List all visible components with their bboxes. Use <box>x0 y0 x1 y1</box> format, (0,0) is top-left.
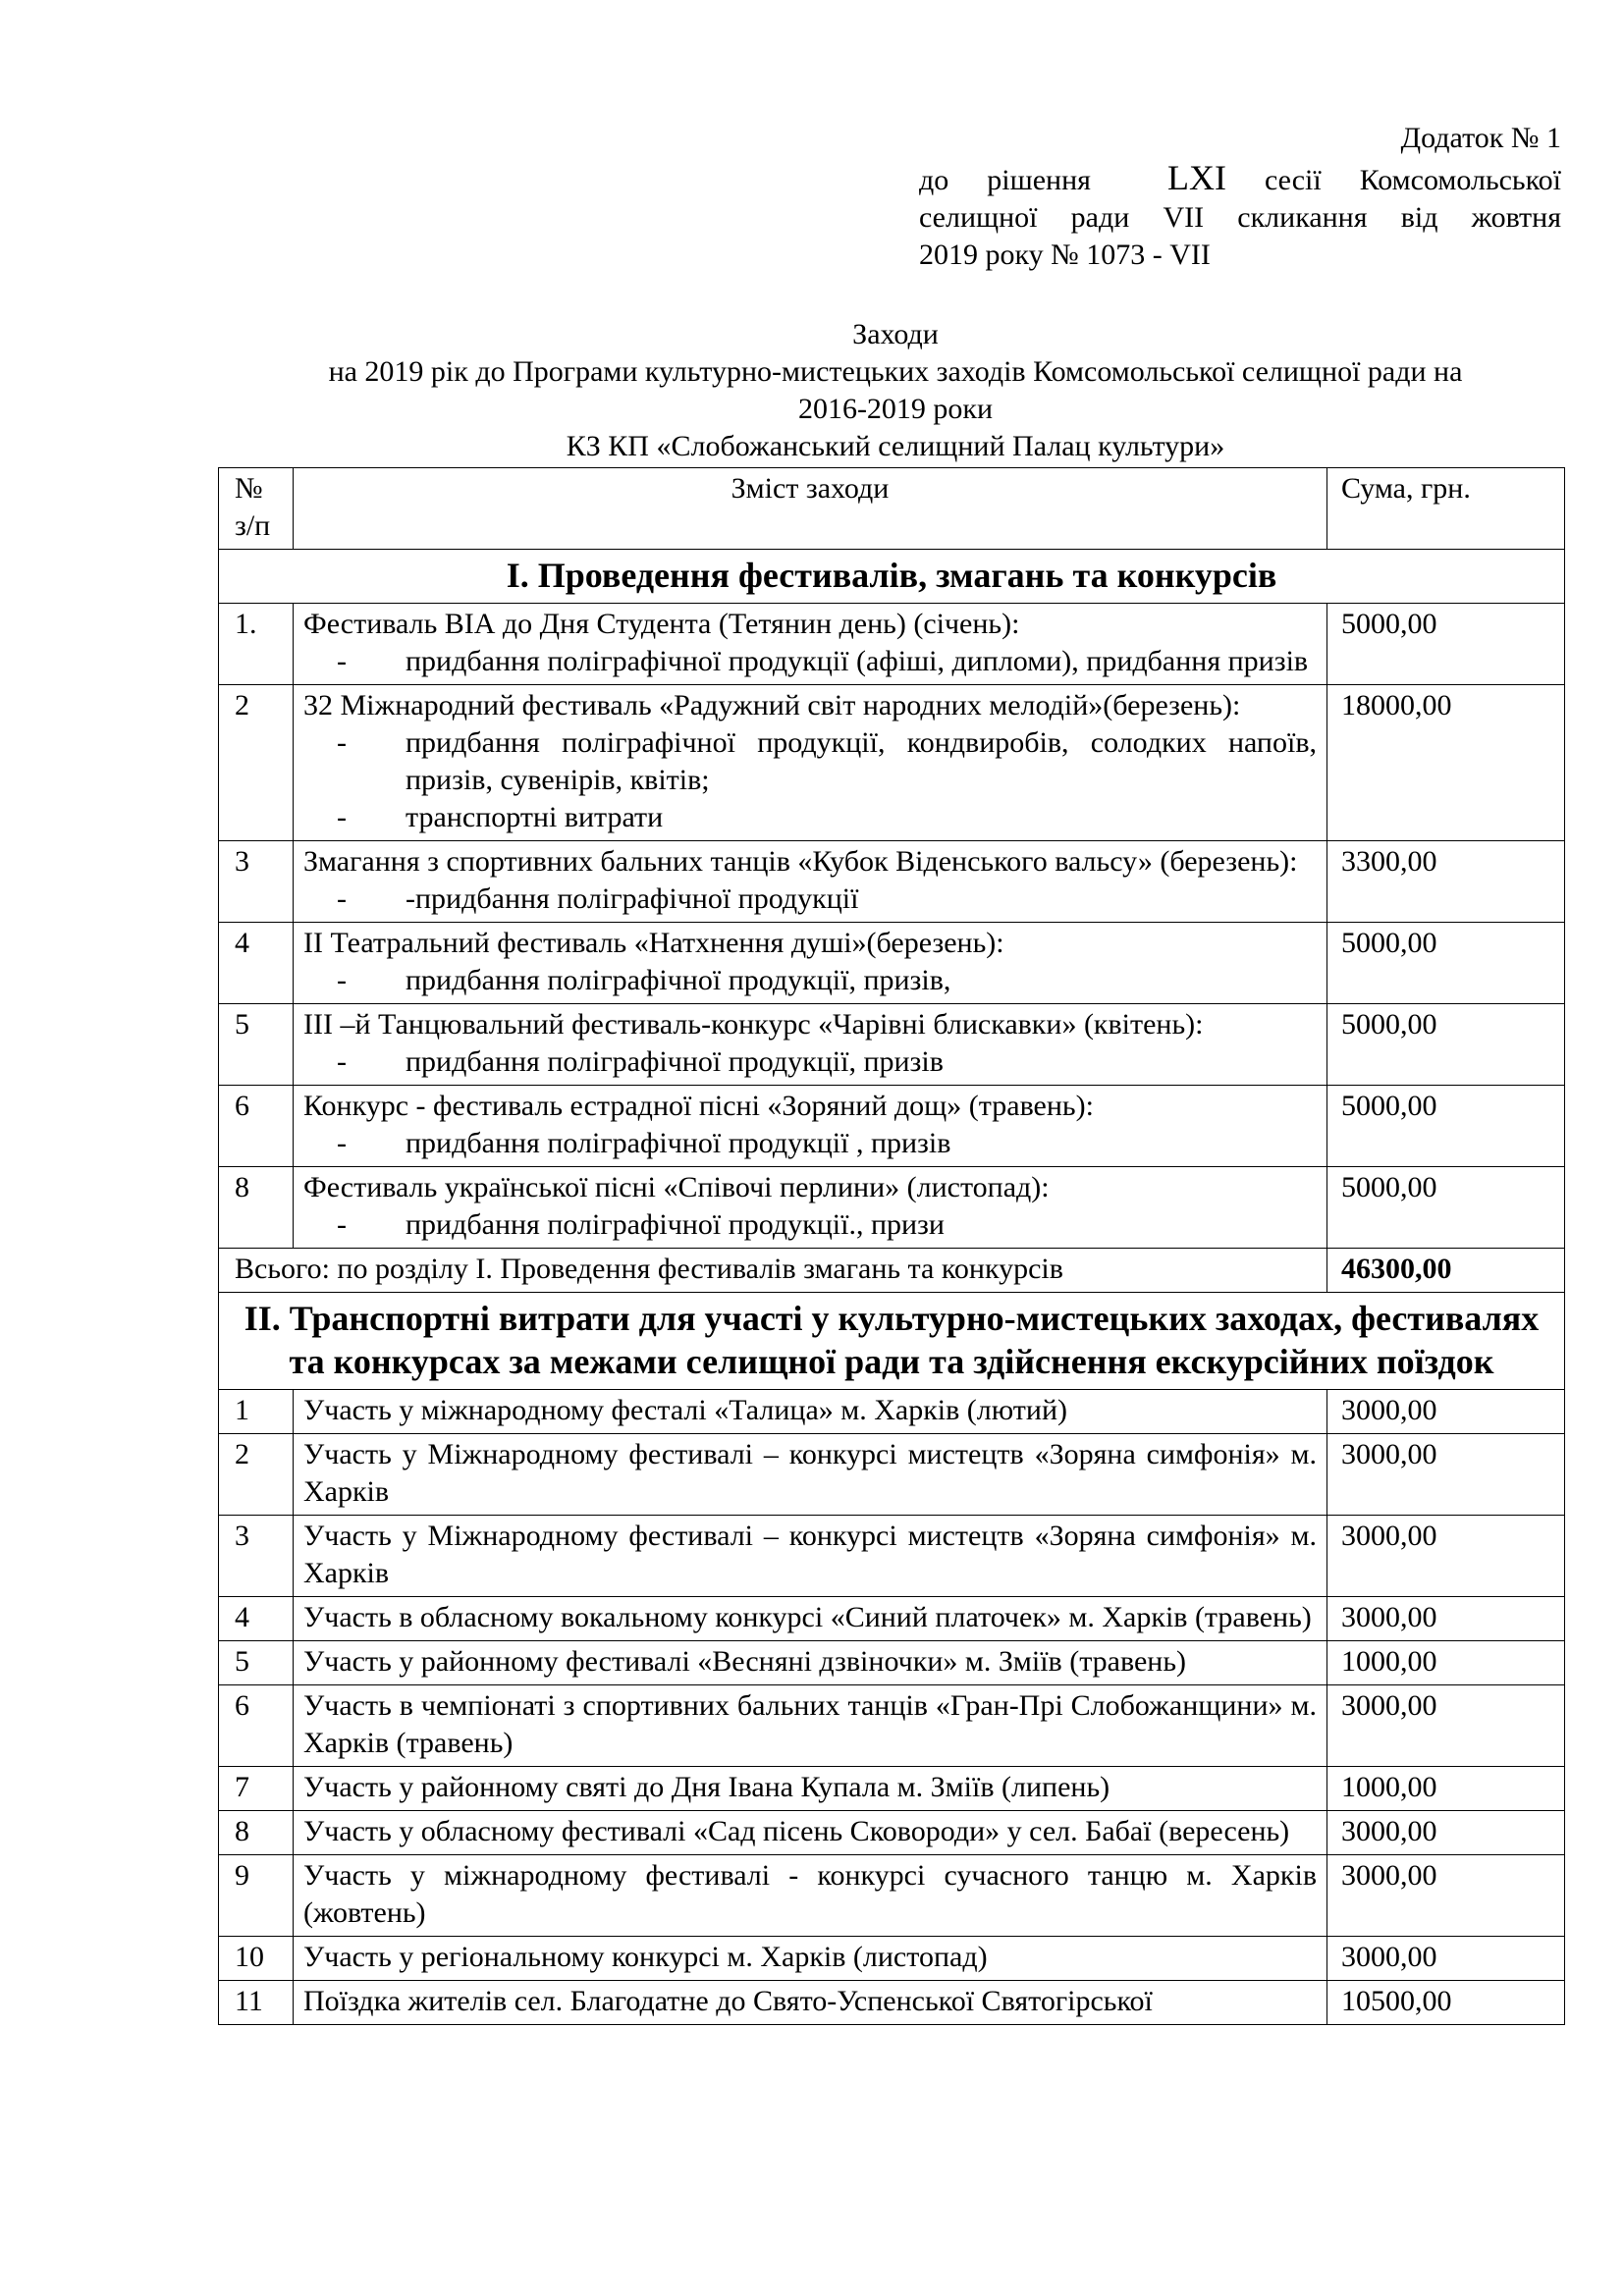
annex-line-2: селищної ради VII скликання від жовтня <box>919 201 1561 234</box>
table-row <box>219 1390 1565 1434</box>
section-2-heading-title: ІІ. Транспортні витрати для участі у культурно-мистецьких заходах, фестивалях та конкурсах за межами селищної ради та здійснення екскурсійних поїздок <box>219 1293 1565 1390</box>
row-number: 10 <box>219 1937 294 1981</box>
bullet-dash: - <box>337 1045 347 1078</box>
row-sub-item <box>303 1043 1317 1081</box>
table-row <box>219 1597 1565 1641</box>
annex-line-3: 2019 року № 1073 - VII <box>919 239 1211 271</box>
row-amount: 18000,00 <box>1327 685 1565 841</box>
row-amount: 3000,00 <box>1327 1390 1565 1434</box>
row-number: 6 <box>219 1685 294 1767</box>
annex-line-1-start: до рішення <box>919 164 1091 196</box>
section-1-total-label: Всього: по розділу І. Проведення фестивалів змагань та конкурсів <box>219 1249 1327 1293</box>
row-content <box>294 923 1327 1004</box>
row-number: 7 <box>219 1767 294 1811</box>
table-row <box>219 1767 1565 1811</box>
row-amount: 5000,00 <box>1327 1167 1565 1249</box>
row-content <box>294 1004 1327 1086</box>
row-amount: 5000,00 <box>1327 923 1565 1004</box>
row-sub-item <box>303 799 1317 836</box>
row-sub-item <box>303 962 1317 999</box>
row-sub-text: придбання поліграфічної продукції, призів <box>406 1045 944 1078</box>
header-num: № з/п <box>219 468 294 550</box>
table-header-row <box>219 468 1565 550</box>
table-row <box>219 685 1565 841</box>
table-row <box>219 1167 1565 1249</box>
section-1-total-row <box>219 1249 1565 1293</box>
row-content <box>294 1086 1327 1167</box>
table-row <box>219 1641 1565 1685</box>
row-amount: 5000,00 <box>1327 604 1565 685</box>
heading-line-2: на 2019 рік до Програми культурно-мистецьких заходів Комсомольської селищної ради на <box>328 355 1463 388</box>
row-sub-item <box>303 724 1317 799</box>
row-number: 3 <box>219 1516 294 1597</box>
row-main-text: Змагання з спортивних бальних танців «Кубок Віденського вальсу» (березень): <box>303 845 1298 878</box>
row-main-text: ІІ Театральний фестиваль «Натхнення душі»(березень): <box>303 927 1004 959</box>
row-content: Участь у регіональному конкурсі м. Харків (листопад) <box>294 1937 1327 1981</box>
table-row <box>219 1811 1565 1855</box>
row-sub-text: придбання поліграфічної продукції, кондвиробів, солодких напоїв, призів, сувенірів, квітів; <box>406 726 1317 796</box>
row-sub-text: придбання поліграфічної продукції., призи <box>406 1208 945 1241</box>
row-number: 2 <box>219 685 294 841</box>
row-content <box>294 841 1327 923</box>
row-number: 5 <box>219 1004 294 1086</box>
row-number: 4 <box>219 1597 294 1641</box>
row-main-text: 32 Міжнародний фестиваль «Радужний світ народних мелодій»(березень): <box>303 689 1241 721</box>
bullet-dash: - <box>337 1208 347 1241</box>
table-row <box>219 1004 1565 1086</box>
row-main-text: ІІІ –й Танцювальний фестиваль-конкурс «Чарівні блискавки» (квітень): <box>303 1008 1204 1041</box>
header-amount: Сума, грн. <box>1327 468 1565 550</box>
row-amount: 3000,00 <box>1327 1811 1565 1855</box>
row-content: Участь в обласному вокальному конкурсі «Синий платочек» м. Харків (травень) <box>294 1597 1327 1641</box>
table-row <box>219 1685 1565 1767</box>
row-content: Участь у Міжнародному фестивалі – конкурсі мистецтв «Зоряна симфонія» м. Харків <box>294 1516 1327 1597</box>
row-amount: 3300,00 <box>1327 841 1565 923</box>
row-number: 4 <box>219 923 294 1004</box>
bullet-dash: - <box>337 645 347 677</box>
row-sub-text: придбання поліграфічної продукції (афіші, дипломи), придбання призів <box>406 645 1309 677</box>
row-amount: 10500,00 <box>1327 1981 1565 2025</box>
row-content: Участь у міжнародному фесталі «Талица» м. Харків (лютий) <box>294 1390 1327 1434</box>
row-number: 5 <box>219 1641 294 1685</box>
row-sub-text: -придбання поліграфічної продукції <box>406 882 859 915</box>
table-row <box>219 1981 1565 2025</box>
row-number: 8 <box>219 1811 294 1855</box>
row-content: Участь в чемпіонаті з спортивних бальних танців «Гран-Прі Слобожанщини» м. Харків (травень) <box>294 1685 1327 1767</box>
row-content <box>294 604 1327 685</box>
row-main-text: Фестиваль української пісні «Співочі перлини» (листопад): <box>303 1171 1050 1203</box>
heading-line-1: Заходи <box>852 318 939 350</box>
row-number: 9 <box>219 1855 294 1937</box>
bullet-dash: - <box>337 1127 347 1159</box>
section-1-heading-title: І. Проведення фестивалів, змагань та конкурсів <box>219 550 1565 604</box>
row-content: Участь у обласному фестивалі «Сад пісень Сковороди» у сел. Бабаї (вересень) <box>294 1811 1327 1855</box>
section-1-heading <box>219 550 1565 604</box>
measures-table <box>218 467 1565 2025</box>
row-amount: 1000,00 <box>1327 1641 1565 1685</box>
section-1-total-amount: 46300,00 <box>1327 1249 1565 1293</box>
row-number: 2 <box>219 1434 294 1516</box>
table-row <box>219 604 1565 685</box>
row-content <box>294 1167 1327 1249</box>
row-amount: 3000,00 <box>1327 1855 1565 1937</box>
row-sub-text: придбання поліграфічної продукції, призів, <box>406 964 951 996</box>
row-amount: 3000,00 <box>1327 1516 1565 1597</box>
row-number: 8 <box>219 1167 294 1249</box>
table-row <box>219 1855 1565 1937</box>
row-amount: 1000,00 <box>1327 1767 1565 1811</box>
row-sub-text: придбання поліграфічної продукції , призів <box>406 1127 951 1159</box>
row-number: 3 <box>219 841 294 923</box>
annex-title: Додаток № 1 <box>1400 122 1561 154</box>
heading-line-4: КЗ КП «Слобожанський селищний Палац культури» <box>566 430 1225 462</box>
annex-reference <box>919 159 1561 274</box>
row-amount: 3000,00 <box>1327 1685 1565 1767</box>
heading-line-3: 2016-2019 роки <box>797 393 994 425</box>
row-content: Участь у Міжнародному фестивалі – конкурсі мистецтв «Зоряна симфонія» м. Харків <box>294 1434 1327 1516</box>
row-content: Участь у районному святі до Дня Івана Купала м. Зміїв (липень) <box>294 1767 1327 1811</box>
row-main-text: Фестиваль ВІА до Дня Студента (Тетянин день) (січень): <box>303 608 1020 640</box>
row-content: Участь у міжнародному фестивалі - конкурсі сучасного танцю м. Харків (жовтень) <box>294 1855 1327 1937</box>
row-number: 1 <box>219 1390 294 1434</box>
row-number: 11 <box>219 1981 294 2025</box>
table-row <box>219 1086 1565 1167</box>
table-row <box>219 923 1565 1004</box>
header-content: Зміст заходи <box>294 468 1327 550</box>
row-sub-item <box>303 1125 1317 1162</box>
row-content <box>294 685 1327 841</box>
row-content: Поїздка жителів сел. Благодатне до Свято-Успенської Святогірської <box>294 1981 1327 2025</box>
row-sub-item <box>303 643 1317 680</box>
bullet-dash: - <box>337 801 347 833</box>
bullet-dash: - <box>337 726 347 759</box>
table-row <box>219 1937 1565 1981</box>
section-2-heading <box>219 1293 1565 1390</box>
session-number: LXI <box>1166 158 1226 197</box>
row-sub-item <box>303 1206 1317 1244</box>
row-content: Участь у районному фестивалі «Весняні дзвіночки» м. Зміїв (травень) <box>294 1641 1327 1685</box>
bullet-dash: - <box>337 964 347 996</box>
row-amount: 3000,00 <box>1327 1434 1565 1516</box>
row-number: 6 <box>219 1086 294 1167</box>
row-sub-item <box>303 881 1317 918</box>
annex-line-1 <box>919 159 1561 199</box>
row-amount: 3000,00 <box>1327 1597 1565 1641</box>
row-sub-text: транспортні витрати <box>406 801 664 833</box>
table-row <box>219 841 1565 923</box>
row-main-text: Конкурс - фестиваль естрадної пісні «Зоряний дощ» (травень): <box>303 1090 1094 1122</box>
row-amount: 5000,00 <box>1327 1004 1565 1086</box>
table-row <box>219 1434 1565 1516</box>
row-amount: 3000,00 <box>1327 1937 1565 1981</box>
table-row <box>219 1516 1565 1597</box>
row-amount: 5000,00 <box>1327 1086 1565 1167</box>
bullet-dash: - <box>337 882 347 915</box>
annex-line-1-end: сесії Комсомольської <box>1264 164 1562 196</box>
row-number: 1. <box>219 604 294 685</box>
